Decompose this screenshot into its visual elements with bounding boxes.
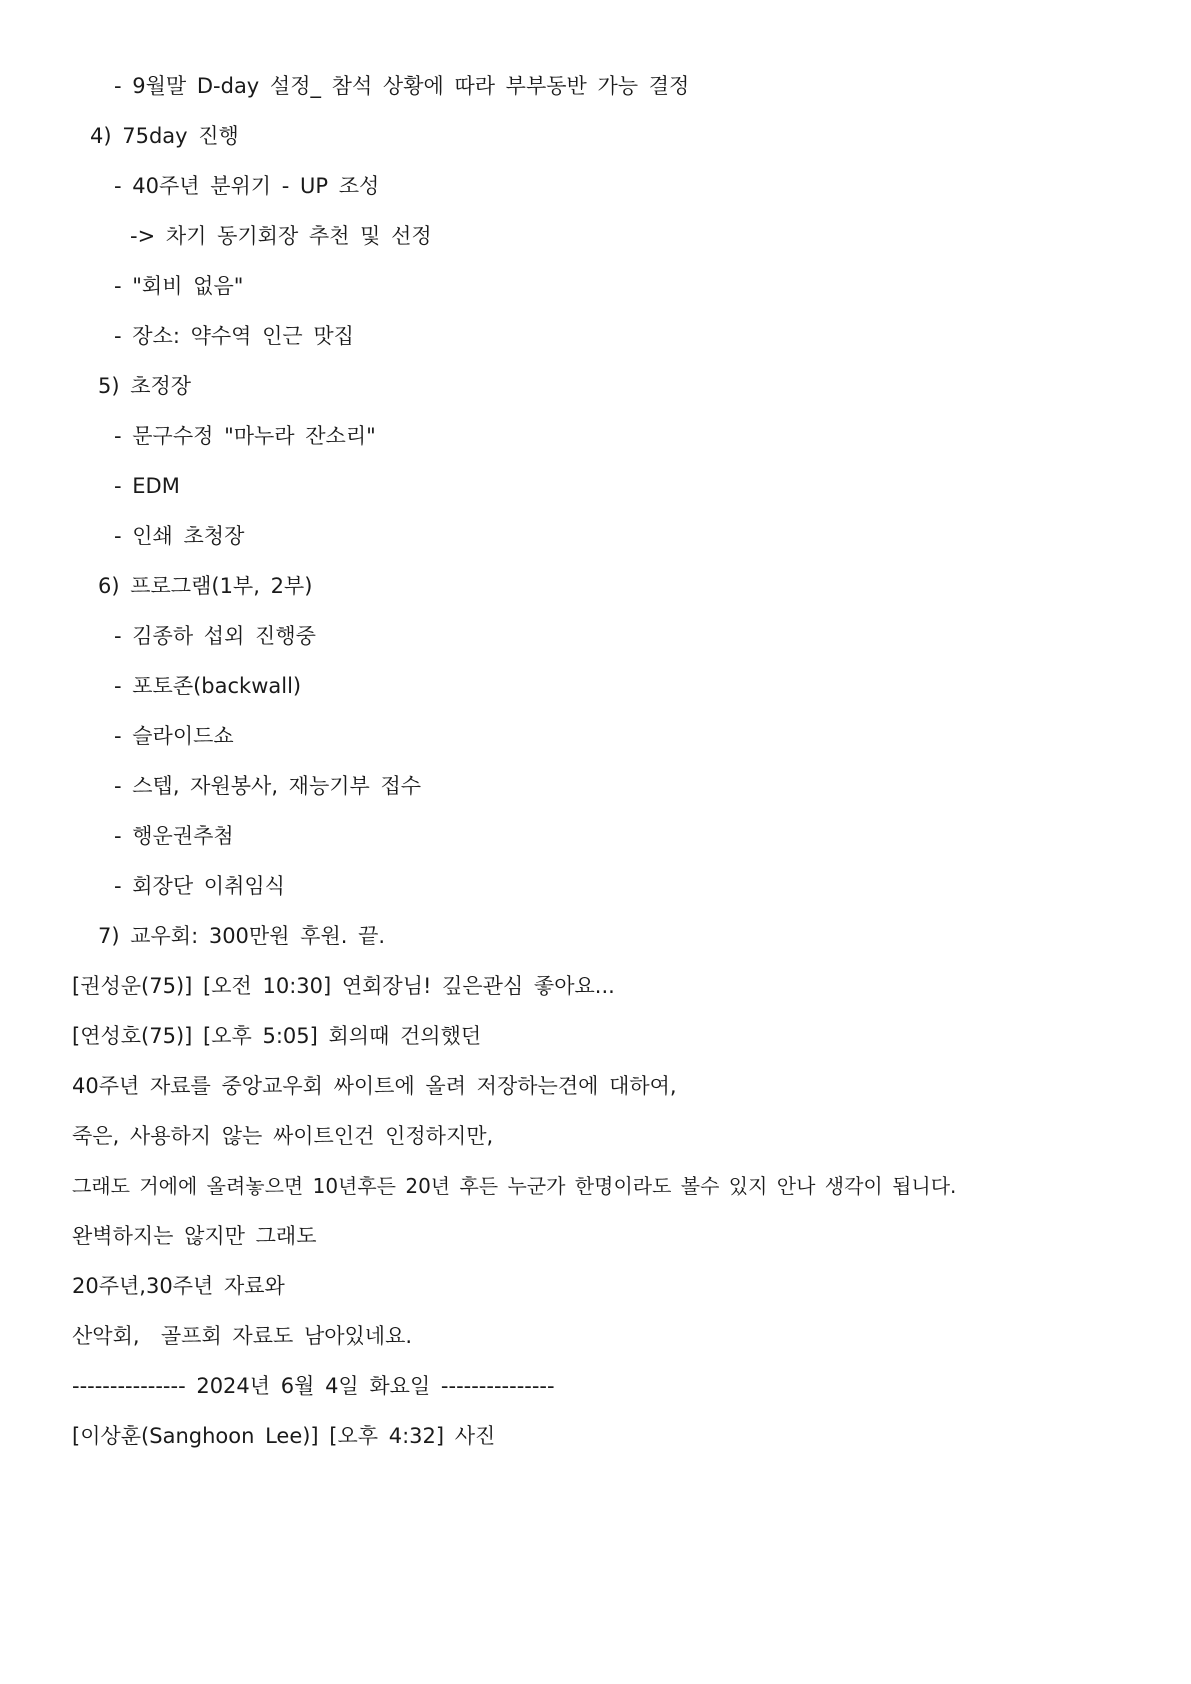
text-line: 산악회, 골프회 자료도 남아있네요. — [72, 1324, 413, 1348]
text-line: 그래도 거에에 올려놓으면 10년후든 20년 후든 누군가 한명이라도 볼수 있지 안나 생각이 됩니다. — [72, 1174, 957, 1198]
text-line: - 슬라이드쇼 — [114, 724, 234, 748]
chat-message: [연성호(75)] [오후 5:05] 회의때 건의했던 — [72, 1024, 482, 1048]
text-line: 죽은, 사용하지 않는 싸이트인건 인정하지만, — [72, 1124, 494, 1148]
text-line: - "회비 없음" — [114, 274, 244, 298]
text-line: - 문구수정 "마누라 잔소리" — [114, 424, 376, 448]
text-line: - 회장단 이취임식 — [114, 874, 285, 898]
text-line: - 행운권추첨 — [114, 824, 234, 848]
text-line: - 인쇄 초청장 — [114, 524, 245, 548]
text-line: - 장소: 약수역 인근 맛집 — [114, 324, 354, 348]
date-separator: --------------- 2024년 6월 4일 화요일 --------------- — [72, 1374, 555, 1398]
chat-message: [권성운(75)] [오전 10:30] 연회장님! 깊은관심 좋아요... — [72, 974, 615, 998]
text-line: 40주년 자료를 중앙교우회 싸이트에 올려 저장하는견에 대하여, — [72, 1074, 677, 1098]
text-line: 6) 프로그램(1부, 2부) — [98, 574, 313, 598]
text-line: - 40주년 분위기 - UP 조성 — [114, 174, 380, 198]
chat-message: [이상훈(Sanghoon Lee)] [오후 4:32] 사진 — [72, 1424, 496, 1448]
text-line: - 스텝, 자원봉사, 재능기부 접수 — [114, 774, 422, 798]
text-line: 5) 초정장 — [98, 374, 192, 398]
text-line: 완벽하지는 않지만 그래도 — [72, 1224, 317, 1248]
text-line: - 9월말 D-day 설정_ 참석 상황에 따라 부부동반 가능 결정 — [114, 74, 690, 98]
text-line: - 김종하 섭외 진행중 — [114, 624, 316, 648]
text-line: - EDM — [114, 474, 180, 498]
text-line: 7) 교우회: 300만원 후원. 끝. — [98, 924, 386, 948]
text-line: -> 차기 동기회장 추천 및 선정 — [130, 224, 432, 248]
text-line: 4) 75day 진행 — [90, 124, 239, 148]
text-line: 20주년,30주년 자료와 — [72, 1274, 285, 1298]
text-line: - 포토존(backwall) — [114, 674, 302, 698]
